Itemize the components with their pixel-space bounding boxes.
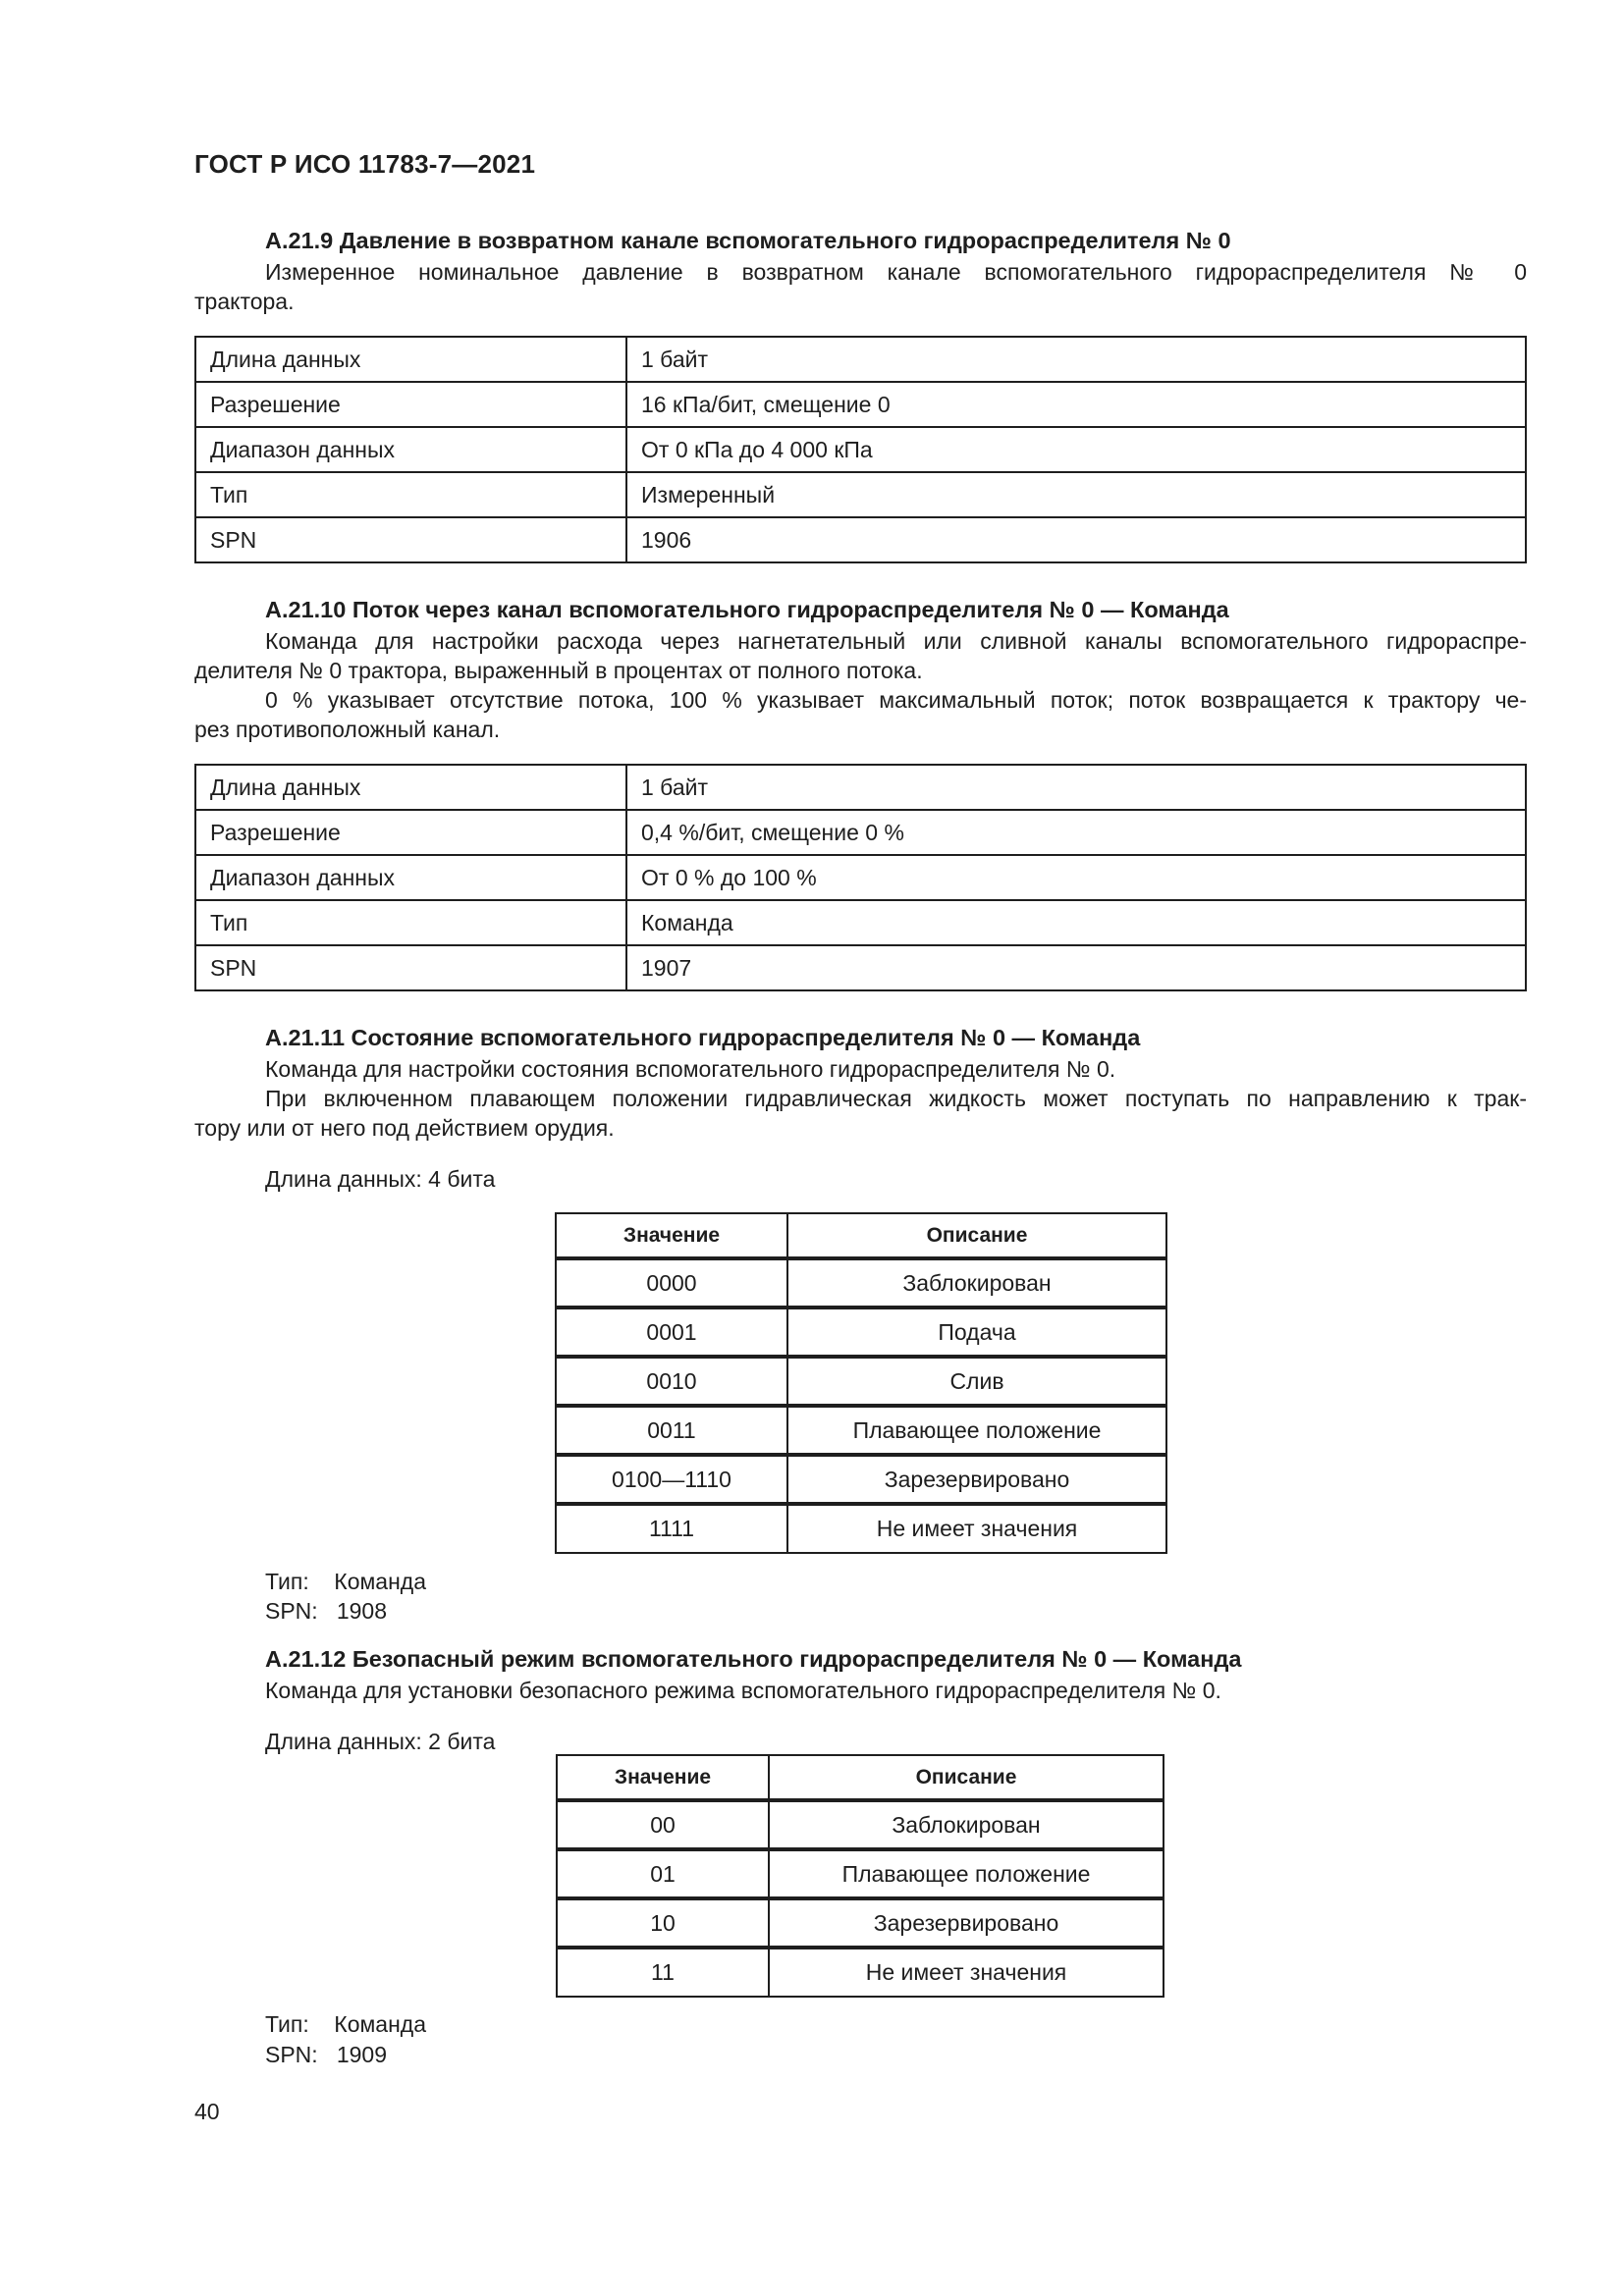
spn-line: SPN: 1909 bbox=[265, 2042, 388, 2067]
table-row bbox=[557, 1849, 1164, 1898]
table-row bbox=[557, 1948, 1164, 1997]
table-header-row bbox=[557, 1755, 1164, 1800]
document-header: ГОСТ Р ИСО 11783-7—2021 bbox=[194, 149, 536, 179]
value-cell: 10 bbox=[557, 1898, 769, 1948]
table-value: 1906 bbox=[626, 517, 1526, 562]
description-cell: Слив bbox=[787, 1357, 1166, 1406]
table-row bbox=[556, 1308, 1166, 1357]
type-line: Тип: Команда bbox=[265, 2011, 426, 2037]
section-title-a21-9: A.21.9 Давление в возвратном канале вспомогательного гидрораспределителя № 0 bbox=[265, 228, 1231, 253]
table-row bbox=[556, 1406, 1166, 1455]
paragraph-line: трактора. bbox=[194, 289, 295, 314]
table-value: 1 байт bbox=[626, 337, 1526, 382]
description-cell: Подача bbox=[787, 1308, 1166, 1357]
table-key: Длина данных bbox=[195, 765, 626, 810]
description-cell: Не имеет значения bbox=[769, 1948, 1164, 1997]
table-key: Тип bbox=[195, 900, 626, 945]
table-row bbox=[195, 945, 1526, 990]
section-title-a21-11: A.21.11 Состояние вспомогательного гидрораспределителя № 0 — Команда bbox=[265, 1025, 1141, 1050]
table-row bbox=[556, 1504, 1166, 1553]
table-value: 16 кПа/бит, смещение 0 bbox=[626, 382, 1526, 427]
paragraph-line: тору или от него под действием орудия. bbox=[194, 1115, 615, 1141]
column-header: Значение bbox=[556, 1213, 787, 1258]
value-cell: 00 bbox=[557, 1800, 769, 1849]
table-key: Диапазон данных bbox=[195, 855, 626, 900]
table-key: Тип bbox=[195, 472, 626, 517]
table-key: Разрешение bbox=[195, 810, 626, 855]
table-key: Длина данных bbox=[195, 337, 626, 382]
table-value: Измеренный bbox=[626, 472, 1526, 517]
type-line: Тип: Команда bbox=[265, 1569, 426, 1594]
table-value: От 0 кПа до 4 000 кПа bbox=[626, 427, 1526, 472]
column-header: Описание bbox=[787, 1213, 1166, 1258]
table-key: Разрешение bbox=[195, 382, 626, 427]
data-length: Длина данных: 4 бита bbox=[265, 1166, 496, 1192]
table-row bbox=[557, 1800, 1164, 1849]
table-row bbox=[557, 1898, 1164, 1948]
table-row bbox=[195, 810, 1526, 855]
paragraph-line: делителя № 0 трактора, выраженный в процентах от полного потока. bbox=[194, 658, 923, 683]
paragraph-line: Команда для установки безопасного режима вспомогательного гидрораспределителя № 0. bbox=[265, 1678, 1221, 1703]
table-row bbox=[556, 1357, 1166, 1406]
table-row bbox=[195, 382, 1526, 427]
parameter-table-a21-10 bbox=[194, 764, 1527, 991]
value-cell: 0010 bbox=[556, 1357, 787, 1406]
table-row bbox=[195, 765, 1526, 810]
paragraph-line: При включенном плавающем положении гидравлическая жидкость может поступать по направлению к трак- bbox=[265, 1086, 1527, 1111]
description-cell: Заблокирован bbox=[769, 1800, 1164, 1849]
description-cell: Заблокирован bbox=[787, 1258, 1166, 1308]
paragraph-line: Измеренное номинальное давление в возвратном канале вспомогательного гидрораспределителя № 0 bbox=[265, 259, 1527, 285]
data-length: Длина данных: 2 бита bbox=[265, 1729, 496, 1754]
table-row bbox=[195, 337, 1526, 382]
table-row bbox=[195, 900, 1526, 945]
description-cell: Не имеет значения bbox=[787, 1504, 1166, 1553]
table-key: SPN bbox=[195, 945, 626, 990]
table-value: Команда bbox=[626, 900, 1526, 945]
value-cell: 0001 bbox=[556, 1308, 787, 1357]
table-row bbox=[195, 472, 1526, 517]
section-title-a21-12: A.21.12 Безопасный режим вспомогательного гидрораспределителя № 0 — Команда bbox=[265, 1646, 1242, 1672]
parameter-table-a21-9 bbox=[194, 336, 1527, 563]
description-cell: Плавающее положение bbox=[787, 1406, 1166, 1455]
column-header: Описание bbox=[769, 1755, 1164, 1800]
table-row bbox=[195, 517, 1526, 562]
description-cell: Зарезервировано bbox=[769, 1898, 1164, 1948]
value-cell: 01 bbox=[557, 1849, 769, 1898]
table-key: SPN bbox=[195, 517, 626, 562]
column-header: Значение bbox=[557, 1755, 769, 1800]
value-table-a21-11 bbox=[555, 1212, 1167, 1554]
description-cell: Плавающее положение bbox=[769, 1849, 1164, 1898]
table-key: Диапазон данных bbox=[195, 427, 626, 472]
value-cell: 11 bbox=[557, 1948, 769, 1997]
paragraph-line: Команда для настройки состояния вспомогательного гидрораспределителя № 0. bbox=[265, 1056, 1116, 1082]
value-cell: 0100—1110 bbox=[556, 1455, 787, 1504]
table-row bbox=[195, 427, 1526, 472]
paragraph-line: Команда для настройки расхода через нагнетательный или сливной каналы вспомогательного гидрораспре- bbox=[265, 628, 1527, 654]
section-title-a21-10: A.21.10 Поток через канал вспомогательного гидрораспределителя № 0 — Команда bbox=[265, 597, 1229, 622]
table-value: 0,4 %/бит, смещение 0 % bbox=[626, 810, 1526, 855]
table-value: 1907 bbox=[626, 945, 1526, 990]
value-cell: 1111 bbox=[556, 1504, 787, 1553]
paragraph-line: 0 % указывает отсутствие потока, 100 % указывает максимальный поток; поток возвращается к трактору че- bbox=[265, 687, 1527, 713]
table-row bbox=[556, 1258, 1166, 1308]
spn-line: SPN: 1908 bbox=[265, 1598, 388, 1624]
value-cell: 0000 bbox=[556, 1258, 787, 1308]
page-number: 40 bbox=[194, 2099, 220, 2124]
table-header-row bbox=[556, 1213, 1166, 1258]
paragraph-line: рез противоположный канал. bbox=[194, 717, 501, 742]
table-row bbox=[556, 1455, 1166, 1504]
table-value: От 0 % до 100 % bbox=[626, 855, 1526, 900]
value-table-a21-12 bbox=[556, 1754, 1164, 1998]
description-cell: Зарезервировано bbox=[787, 1455, 1166, 1504]
table-row bbox=[195, 855, 1526, 900]
table-value: 1 байт bbox=[626, 765, 1526, 810]
value-cell: 0011 bbox=[556, 1406, 787, 1455]
